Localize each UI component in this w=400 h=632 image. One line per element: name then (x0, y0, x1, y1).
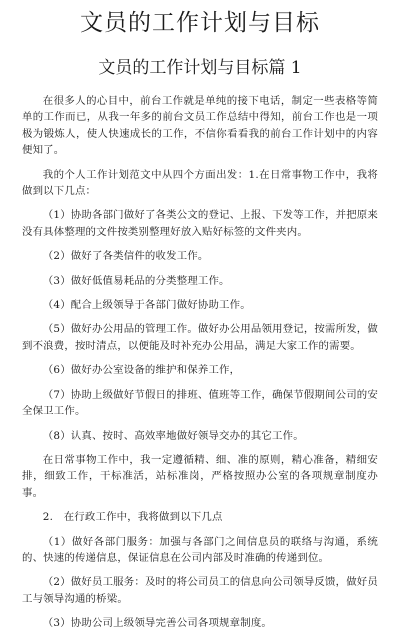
list-item-6: （6）做好办公室设备的维护和保养工作， (42, 364, 241, 377)
list-item-3: （3）做好低值易耗品的分类整理工作。 (42, 274, 230, 287)
list-item-7: （7）协助上级做好节假日的排班、值班等工作，确保节假期间公司的安全保卫工作。 (22, 388, 378, 418)
document-title: 文员的工作计划与目标 (80, 10, 320, 36)
document-subtitle: 文员的工作计划与目标篇 1 (98, 58, 302, 78)
list-item-4: （4）配合上级领导于各部门做好协助工作。 (42, 299, 251, 312)
list-item-1: （1）协助各部门做好了各类公文的登记、上报、下发等工作，并把原来没有具体整理的文件按类别整理好放入贴好标签的文件夹内。 (22, 209, 378, 238)
list-item-8: （8）认真、按时、高效率地做好领导交办的其它工作。 (42, 429, 304, 442)
admin-item-3: （3）协助公司上级领导完善公司各项规章制度。 (42, 617, 273, 630)
paragraph-plan-overview: 我的个人工作计划范文中从四个方面出发：1.在日常事物工作中，我将做到以下几点： (22, 168, 378, 198)
paragraph-intro: 在很多人的心目中，前台工作就是单纯的接下电话，制定一些表格等简单的工作而已，从我一年多的前台文员工作总结中得知，前台工作也是一项极为锻炼人，使人快速成长的工作，不信你看看我的前台工作计划中的内容便知了。 (22, 95, 378, 157)
admin-item-1: （1）做好各部门服务：加强与各部门之间信息员的联络与沟通，系统的、快速的传递信息，保证信息在公司内部及时准确的传递到位。 (22, 535, 378, 564)
section-heading-admin: 2. 在行政工作中，我将做到以下几点 (42, 511, 223, 524)
admin-item-2: （2）做好员工服务：及时的将公司员工的信息向公司领导反馈，做好员工与领导沟通的桥梁。 (22, 576, 378, 605)
list-item-5: （5）做好办公用品的管理工作。做好办公用品领用登记，按需所发，做到不浪费，按时清点，以便能及时补充办公用品，满足大家工作的需要。 (22, 323, 378, 352)
list-item-2: （2）做好了各类信件的收发工作。 (42, 250, 209, 263)
paragraph-daily-principles: 在日常事物工作中，我一定遵循精、细、准的原则，精心准备，精细安排，细致工作，干标准活，站标准岗，严格按照办公室的各项规章制度办事。 (22, 453, 378, 499)
